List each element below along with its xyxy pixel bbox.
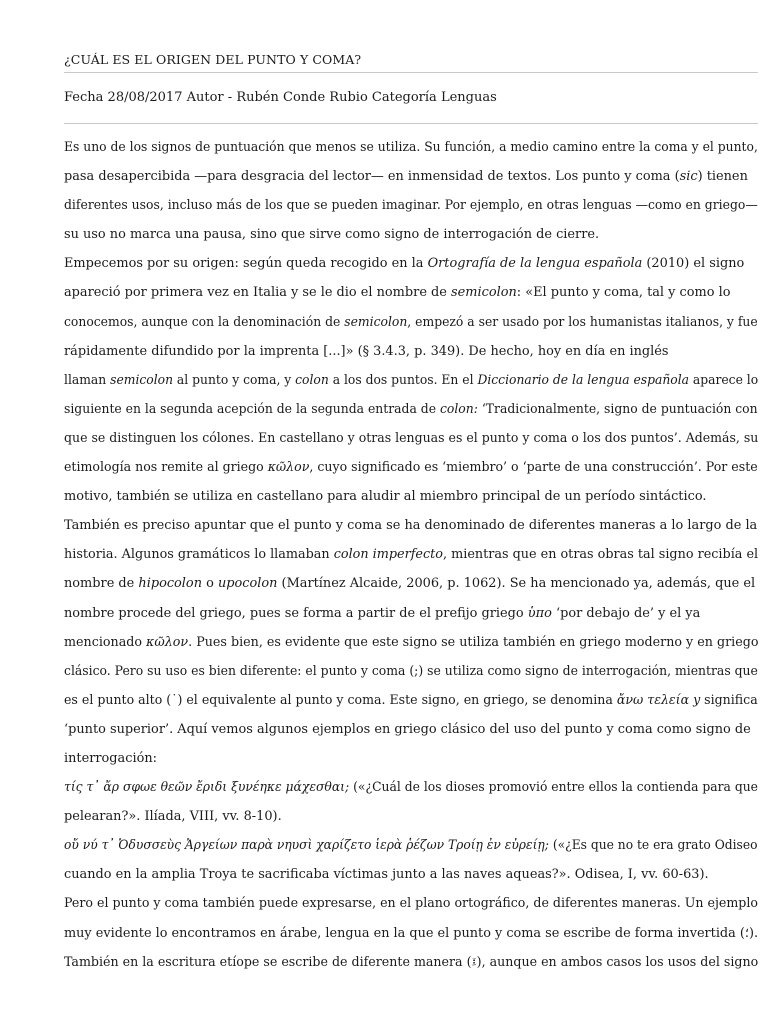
- author-value: Rubén Conde Rubio: [236, 90, 368, 105]
- text-run: interrogación:: [64, 750, 157, 766]
- text-line: [64, 453, 758, 482]
- text-line: [64, 249, 758, 278]
- text-run: nombre procede del griego, pues se forma a partir de el prefijo griego: [64, 605, 528, 621]
- category-value: Lenguas: [440, 90, 497, 105]
- text-run: También en la escritura etíope se escribe de diferente manera (፤), aunque en ambos casos los usos del signo: [64, 954, 759, 970]
- italic-text-run: colon: [295, 372, 329, 388]
- text-run: mencionado: [64, 634, 147, 650]
- text-line: [64, 773, 758, 802]
- text-line: [64, 628, 759, 657]
- text-run: Es uno de los signos de puntuación que menos se utiliza. Su función, a medio camino entre la coma y el punto,: [64, 140, 758, 155]
- title-divider: [64, 72, 758, 73]
- text-line: [64, 599, 758, 628]
- italic-text-run: semicolon: [110, 372, 174, 388]
- text-run: ‘por debajo de’ y el ya: [551, 605, 701, 621]
- text-run: (Martínez Alcaide, 2006, p. 1062). Se ha mencionado ya, además, que el: [277, 576, 756, 592]
- text-line: [64, 540, 759, 569]
- text-run: («¿Es que no te era grato Odiseo: [548, 838, 758, 854]
- text-run: que se distinguen los cólones. En castellano y otras lenguas es el punto y coma o los dos puntos’. Además, su: [64, 430, 759, 446]
- italic-text-run: semicolon: [344, 314, 408, 330]
- text-run: ‘punto superior’. Aquí vemos algunos ejemplos en griego clásico del uso del punto y coma como signo de: [64, 721, 751, 737]
- text-run: rápidamente difundido por la imprenta [...]» (§ 3.4.3, p. 349). De hecho, hoy en día en inglés: [64, 343, 669, 359]
- text-line: [64, 715, 758, 744]
- text-line: [64, 191, 758, 220]
- text-run: clásico. Pero su uso es bien diferente: el punto y coma (;) se utiliza como signo de interrogación, mientras que: [64, 663, 758, 679]
- text-run: es el punto alto (˙) el equivalente al punto y coma. Este signo, en griego, se denomina: [64, 692, 617, 708]
- italic-text-run: ὑπο: [527, 605, 552, 621]
- text-line: [64, 657, 758, 686]
- italic-text-run: Ortografía de la lengua española: [427, 256, 643, 272]
- meta-divider: [64, 123, 758, 124]
- text-run: También es preciso apuntar que el punto y coma se ha denominado de diferentes maneras a lo largo de la: [64, 518, 758, 534]
- text-run: aparece lo: [688, 372, 759, 388]
- text-run: su uso no marca una pausa, sino que sirve como signo de interrogación de cierre.: [64, 227, 600, 243]
- text-run: ) tienen: [697, 169, 748, 185]
- italic-text-run: hipocolon: [138, 576, 203, 592]
- text-run: Pero el punto y coma también puede expresarse, en el plano ortográfico, de diferentes maneras. Un ejemplo: [64, 896, 758, 912]
- text-line: [64, 366, 759, 395]
- text-line: [64, 133, 758, 162]
- text-line: [64, 686, 758, 715]
- text-line: [64, 511, 758, 540]
- text-line: [64, 831, 758, 860]
- text-line: [64, 482, 758, 511]
- text-run: significa: [700, 692, 758, 708]
- text-run: Empecemos por su origen: según queda recogido en la: [64, 256, 428, 272]
- text-line: [64, 220, 758, 249]
- italic-text-run: Diccionario de la lengua española: [477, 372, 689, 388]
- text-line: [64, 860, 758, 889]
- article-meta: [64, 90, 497, 105]
- italic-text-run: τίς τ᾽ ἄρ σφωε θεῶν ἔριδι ξυνέηκε μάχεσθαι;: [64, 780, 350, 796]
- date-value: 28/08/2017: [107, 90, 183, 105]
- text-run: llaman: [64, 372, 111, 388]
- italic-text-run: upocolon: [217, 576, 278, 592]
- text-run: motivo, también se utiliza en castellano para aludir al miembro principal de un período sintáctico.: [64, 489, 707, 505]
- text-run: , cuyo significado es ‘miembro’ o ‘parte de una construcción’. Por este: [309, 460, 758, 476]
- text-line: [64, 162, 758, 191]
- italic-text-run: colon:: [439, 401, 478, 417]
- italic-text-run: sic: [679, 169, 698, 185]
- italic-text-run: κῶλον: [267, 460, 310, 476]
- text-run: pelearan?». Ilíada, VIII, vv. 8-10).: [64, 809, 282, 825]
- text-run: o: [202, 576, 218, 592]
- text-line: [64, 889, 758, 918]
- text-line: [64, 802, 758, 831]
- article-title: ¿CUÁL ES EL ORIGEN DEL PUNTO Y COMA?: [64, 52, 362, 67]
- text-run: al punto y coma, y: [173, 372, 296, 388]
- text-run: : «El punto y coma, tal y como lo: [516, 285, 731, 301]
- italic-text-run: colon imperfecto: [333, 547, 443, 563]
- text-run: nombre de: [64, 576, 139, 592]
- text-run: muy evidente lo encontramos en árabe, lengua en la que el punto y coma se escribe de forma invertida (؛).: [64, 925, 759, 941]
- text-run: apareció por primera vez en Italia y se le dio el nombre de: [64, 285, 452, 301]
- text-line: [64, 948, 759, 977]
- text-run: ‘Tradicionalmente, signo de puntuación con: [477, 401, 758, 417]
- italic-text-run: semicolon: [451, 285, 517, 301]
- text-run: (2010) el signo: [642, 256, 745, 272]
- text-run: historia. Algunos gramáticos lo llamaban: [64, 547, 334, 563]
- text-run: cuando en la amplia Troya te sacrificaba víctimas junto a las naves aqueas?». Odisea, I, vv. 60-63).: [64, 867, 709, 883]
- text-line: [64, 395, 758, 424]
- text-run: diferentes usos, incluso más de los que se pueden imaginar. Por ejemplo, en otras lenguas —como en griego—: [64, 198, 758, 214]
- text-line: [64, 278, 758, 307]
- text-run: conocemos, aunque con la denominación de: [64, 314, 345, 330]
- text-line: [64, 424, 759, 453]
- text-line: [64, 337, 758, 366]
- italic-text-run: κῶλον: [146, 634, 189, 650]
- text-run: , empezó a ser usado por los humanistas italianos, y fue: [407, 314, 758, 330]
- text-line: [64, 569, 758, 598]
- text-run: («¿Cuál de los dioses promovió entre ellos la contienda para que: [349, 780, 758, 796]
- text-run: . Pues bien, es evidente que este signo se utiliza también en griego moderno y en griego: [188, 634, 759, 650]
- text-run: etimología nos remite al griego: [64, 460, 268, 476]
- text-line: [64, 744, 758, 773]
- author-label: Autor -: [186, 90, 233, 105]
- text-run: , mientras que en otras obras tal signo recibía el: [442, 547, 759, 563]
- text-run: pasa desapercibida —para desgracia del lector— en inmensidad de textos. Los punto y coma (: [64, 169, 680, 185]
- text-run: a los dos puntos. En el: [328, 372, 478, 388]
- text-line: [64, 919, 759, 948]
- date-label: Fecha: [64, 90, 104, 105]
- text-run: siguiente en la segunda acepción de la segunda entrada de: [64, 401, 440, 417]
- article-body: [64, 133, 764, 977]
- italic-text-run: οὔ νύ τ᾽ Ὀδυσσεὺς Ἀργείων παρὰ νηυσὶ χαρίζετο ἱερὰ ῥέζων Τροίῃ ἐν εὐρείῃ;: [64, 838, 549, 854]
- italic-text-run: ἄνω τελεία y: [616, 692, 701, 708]
- category-label: Categoría: [371, 90, 437, 105]
- text-line: [64, 308, 758, 337]
